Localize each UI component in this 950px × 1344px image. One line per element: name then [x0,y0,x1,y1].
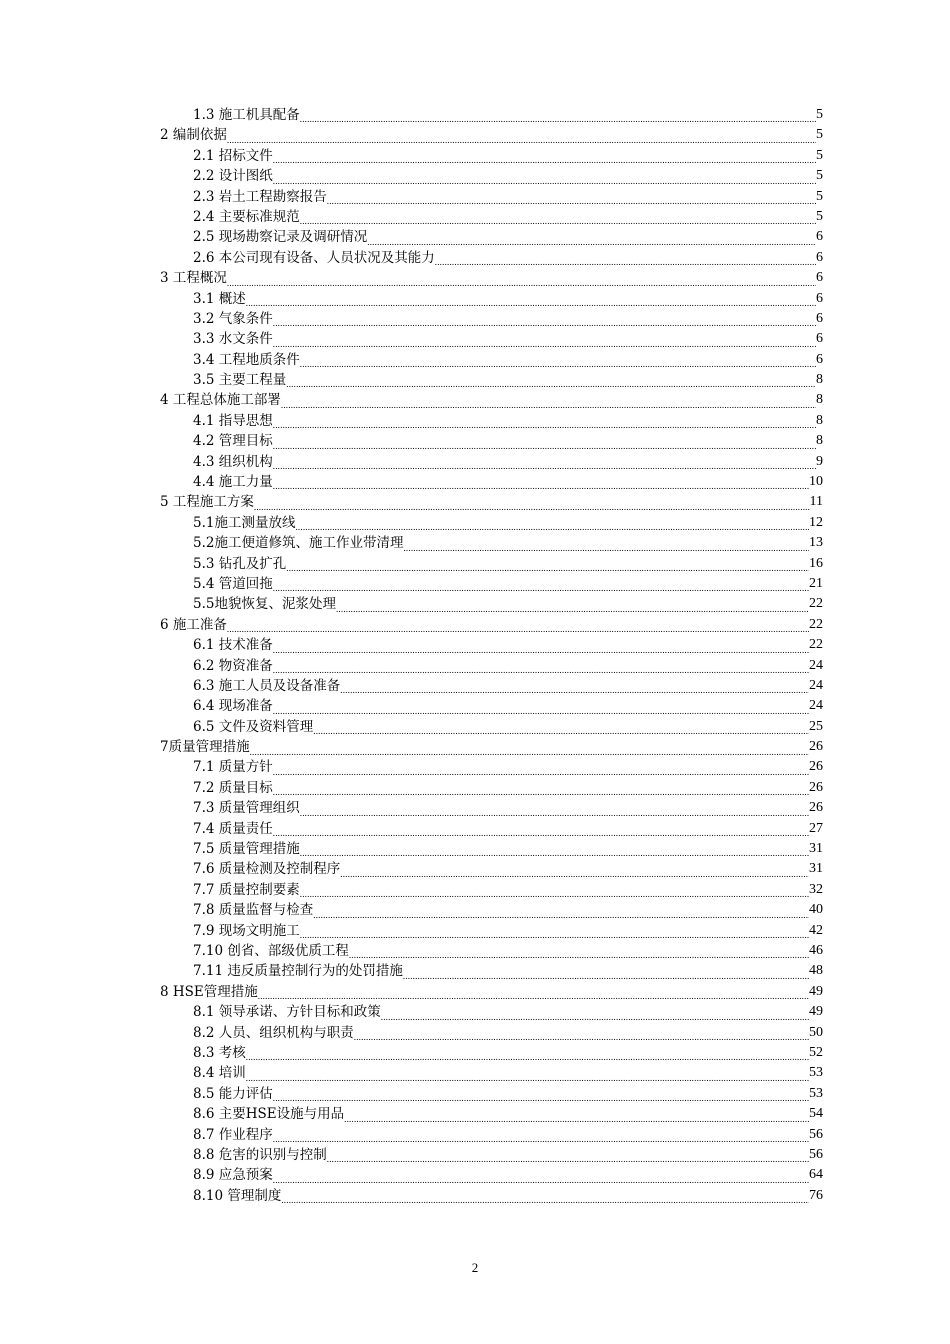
toc-entry-title: 6.1 技术准备 [193,637,273,654]
toc-entry[interactable] [160,370,823,390]
toc-entry[interactable] [160,1104,823,1124]
toc-entry-page: 8 [816,412,823,428]
toc-dot-leader [340,859,809,879]
toc-entry-title: 3.4 工程地质条件 [193,351,300,368]
toc-entry[interactable] [160,594,823,614]
toc-entry[interactable] [160,452,823,472]
toc-entry[interactable] [160,1043,823,1063]
toc-entry-title: 7.4 质量责任 [193,820,273,837]
toc-entry[interactable] [160,941,823,961]
toc-entry-title: 1.3 施工机具配备 [193,106,300,123]
toc-entry-title: 8.3 考核 [193,1044,246,1061]
toc-entry-page: 56 [809,1126,823,1142]
toc-entry-title: 2.6 本公司现有设备、人员状况及其能力 [193,249,435,266]
toc-entry-page: 25 [809,718,823,734]
toc-dot-leader [273,309,816,329]
toc-entry-page: 22 [809,637,823,653]
toc-entry-page: 6 [816,310,823,326]
toc-entry-title: 7.2 质量目标 [193,779,273,796]
toc-entry[interactable] [160,615,823,635]
toc-entry-page: 5 [816,168,823,184]
toc-dot-leader [327,1145,809,1165]
toc-entry-title: 7.9 现场文明施工 [193,922,300,939]
toc-entry-title: 5.5地貌恢复、泥浆处理 [193,596,336,613]
toc-entry-title: 5.3 钻孔及扩孔 [193,555,287,572]
toc-entry[interactable] [160,1002,823,1022]
toc-entry[interactable] [160,676,823,696]
toc-entry-title: 8.6 主要HSE设施与用品 [193,1106,345,1123]
toc-entry-page: 48 [809,963,823,979]
toc-dot-leader [273,1084,809,1104]
toc-dot-leader [254,492,810,512]
toc-entry-title: 5 工程施工方案 [160,494,254,511]
toc-entry[interactable] [160,268,823,288]
toc-entry[interactable] [160,187,823,207]
toc-dot-leader [273,1165,809,1185]
toc-entry-page: 26 [809,779,823,795]
toc-dot-leader [227,125,816,145]
toc-dot-leader [403,533,809,553]
toc-entry-title: 2.3 岩土工程勘察报告 [193,188,327,205]
toc-entry-title: 7.6 质量检测及控制程序 [193,861,341,878]
toc-entry-page: 53 [809,1085,823,1101]
toc-entry-page: 27 [809,820,823,836]
toc-dot-leader [273,472,809,492]
toc-dot-leader [344,1104,809,1124]
toc-entry-page: 8 [816,433,823,449]
toc-entry-page: 49 [809,1004,823,1020]
toc-entry-page: 6 [816,229,823,245]
toc-entry[interactable] [160,839,823,859]
toc-entry[interactable] [160,1165,823,1185]
toc-entry-page: 21 [809,575,823,591]
toc-dot-leader [300,839,809,859]
toc-dot-leader [354,1023,809,1043]
toc-entry-title: 8.2 人员、组织机构与职责 [193,1024,354,1041]
toc-entry[interactable] [160,472,823,492]
toc-entry[interactable] [160,207,823,227]
toc-entry[interactable] [160,819,823,839]
toc-dot-leader [300,207,816,227]
toc-dot-leader [281,390,816,410]
toc-entry-title: 3.1 概述 [193,290,246,307]
toc-entry-title: 6.5 文件及资料管理 [193,718,314,735]
toc-entry[interactable] [160,492,823,512]
toc-entry-title: 2.2 设计图纸 [193,168,273,185]
toc-dot-leader [246,289,816,309]
toc-entry-title: 4.2 管理目标 [193,433,273,450]
toc-entry[interactable] [160,146,823,166]
toc-entry-title: 2 编制依据 [160,127,227,144]
toc-entry-title: 8.7 作业程序 [193,1126,273,1143]
toc-dot-leader [273,696,809,716]
toc-entry[interactable] [160,880,823,900]
toc-entry-page: 50 [809,1024,823,1040]
toc-dot-leader [313,900,809,920]
toc-entry-page: 22 [809,616,823,632]
toc-entry-page: 13 [809,535,823,551]
toc-entry-page: 76 [809,1187,823,1203]
toc-entry-page: 16 [809,555,823,571]
toc-entry-page: 11 [809,494,823,510]
toc-dot-leader [273,166,816,186]
toc-entry-page: 6 [816,249,823,265]
toc-dot-leader [273,431,816,451]
toc-dot-leader [340,676,809,696]
toc-dot-leader [281,1186,809,1206]
toc-dot-leader [227,268,816,288]
toc-entry[interactable] [160,921,823,941]
toc-entry-page: 5 [816,188,823,204]
page-number: 2 [471,1260,479,1275]
toc-entry-page: 24 [809,698,823,714]
toc-entry[interactable] [160,635,823,655]
toc-dot-leader [435,248,816,268]
toc-dot-leader [403,961,809,981]
toc-entry-title: 2.5 现场勘察记录及调研情况 [193,229,368,246]
toc-dot-leader [273,411,816,431]
toc-entry[interactable] [160,227,823,247]
toc-entry[interactable] [160,1023,823,1043]
toc-entry-title: 4.3 组织机构 [193,453,273,470]
toc-entry[interactable] [160,248,823,268]
toc-entry-title: 6.3 施工人员及设备准备 [193,677,341,694]
toc-entry-page: 9 [816,453,823,469]
toc-entry-title: 6.2 物资准备 [193,657,273,674]
toc-entry-page: 42 [809,922,823,938]
toc-entry-page: 10 [809,474,823,490]
toc-entry-title: 8.10 管理制度 [193,1187,282,1204]
toc-entry-title: 4 工程总体施工部署 [160,392,281,409]
toc-entry-title: 5.2施工便道修筑、施工作业带清理 [193,535,404,552]
toc-entry[interactable] [160,105,823,125]
toc-entry-page: 6 [816,270,823,286]
toc-entry[interactable] [160,1145,823,1165]
toc-entry[interactable] [160,533,823,553]
toc-dot-leader [273,778,809,798]
toc-entry-title: 3.3 水文条件 [193,331,273,348]
toc-entry[interactable] [160,696,823,716]
toc-entry-page: 46 [809,943,823,958]
toc-dot-leader [273,146,816,166]
toc-entry-title: 8.1 领导承诺、方针目标和政策 [193,1004,381,1021]
toc-dot-leader [273,819,809,839]
toc-dot-leader [246,1063,809,1083]
toc-dot-leader [273,452,816,472]
toc-dot-leader [250,737,809,757]
toc-entry-page: 5 [816,208,823,224]
toc-dot-leader [286,554,809,574]
toc-dot-leader [295,513,809,533]
toc-entry-title: 8.4 培训 [193,1065,246,1082]
toc-entry-title: 7.11 违反质量控制行为的处罚措施 [193,963,403,980]
toc-entry[interactable] [160,758,823,778]
toc-dot-leader [246,1043,809,1063]
toc-entry[interactable] [160,554,823,574]
toc-entry-page: 26 [809,739,823,755]
toc-entry-page: 6 [816,351,823,367]
toc-entry[interactable] [160,859,823,879]
toc-dot-leader [273,1125,809,1145]
toc-dot-leader [367,227,816,247]
toc-entry-page: 53 [809,1065,823,1081]
toc-entry-title: 7.1 质量方针 [193,759,273,776]
toc-entry[interactable] [160,1063,823,1083]
toc-entry[interactable] [160,1186,823,1206]
toc-dot-leader [273,656,809,676]
toc-entry-page: 26 [809,800,823,816]
toc-entry[interactable] [160,961,823,981]
toc-entry-title: 8.9 应急预案 [193,1167,273,1184]
toc-entry-title: 3 工程概况 [160,270,227,287]
toc-entry-title: 5.1施工测量放线 [193,514,296,531]
toc-entry[interactable] [160,309,823,329]
toc-entry-page: 8 [816,392,823,408]
toc-dot-leader [273,574,809,594]
toc-entry[interactable] [160,1084,823,1104]
toc-entry-title: 6.4 现场准备 [193,698,273,715]
toc-entry-page: 5 [816,147,823,163]
toc-dot-leader [336,594,809,614]
toc-dot-leader [300,921,809,941]
toc-entry[interactable] [160,778,823,798]
toc-dot-leader [300,105,816,125]
toc-entry-page: 40 [809,902,823,918]
toc-entry-page: 5 [816,127,823,143]
toc-entry-page: 5 [816,106,823,122]
toc-entry-title: 7.8 质量监督与检查 [193,902,314,919]
toc-entry[interactable] [160,329,823,349]
toc-entry[interactable] [160,982,823,1002]
toc-dot-leader [381,1002,809,1022]
table-of-contents [160,105,823,1206]
toc-entry-title: 2.1 招标文件 [193,147,273,164]
toc-dot-leader [313,717,809,737]
toc-entry-page: 56 [809,1146,823,1162]
toc-dot-leader [300,350,816,370]
toc-entry[interactable] [160,390,823,410]
toc-dot-leader [227,615,809,635]
toc-entry-page: 22 [809,596,823,612]
toc-entry-title: 7.7 质量控制要素 [193,881,300,898]
toc-entry-title: 8.8 危害的识别与控制 [193,1146,327,1163]
toc-entry-page: 64 [809,1167,823,1183]
toc-entry[interactable] [160,289,823,309]
toc-dot-leader [258,982,809,1002]
toc-entry[interactable] [160,431,823,451]
toc-entry-title: 7.5 质量管理措施 [193,841,300,858]
toc-entry[interactable] [160,125,823,145]
toc-entry[interactable] [160,1125,823,1145]
toc-entry[interactable] [160,717,823,737]
toc-entry-page: 52 [809,1044,823,1060]
toc-entry-page: 24 [809,677,823,693]
toc-entry-page: 6 [816,290,823,306]
toc-dot-leader [273,758,809,778]
toc-entry-page: 54 [809,1106,823,1122]
toc-entry-page: 8 [816,372,823,388]
toc-entry-title: 8.5 能力评估 [193,1085,273,1102]
toc-entry[interactable] [160,737,823,757]
toc-entry-page: 6 [816,331,823,347]
toc-entry-page: 49 [809,983,823,999]
toc-dot-leader [349,941,809,961]
toc-entry[interactable] [160,900,823,920]
toc-dot-leader [273,329,816,349]
toc-entry-page: 31 [809,861,823,877]
toc-entry[interactable] [160,574,823,594]
toc-entry-page: 26 [809,759,823,775]
toc-dot-leader [327,187,816,207]
toc-entry-title: 4.4 施工力量 [193,474,273,491]
toc-entry-title: 6 施工准备 [160,616,227,633]
toc-dot-leader [300,880,809,900]
toc-dot-leader [286,370,816,390]
toc-entry-title: 7.3 质量管理组织 [193,800,300,817]
toc-entry[interactable] [160,166,823,186]
toc-entry-page: 12 [809,514,823,530]
toc-entry-title: 5.4 管道回拖 [193,575,273,592]
toc-entry[interactable] [160,411,823,431]
toc-entry-title: 7质量管理措施 [160,739,250,756]
toc-entry[interactable] [160,798,823,818]
toc-entry-title: 4.1 指导思想 [193,412,273,429]
toc-entry-title: 3.5 主要工程量 [193,372,287,389]
toc-entry-page: 32 [809,881,823,897]
toc-entry[interactable] [160,513,823,533]
toc-entry-title: 3.2 气象条件 [193,310,273,327]
toc-entry-title: 2.4 主要标准规范 [193,208,300,225]
toc-entry[interactable] [160,350,823,370]
toc-entry-title: 8 HSE管理措施 [160,983,258,1000]
toc-entry[interactable] [160,656,823,676]
toc-entry-title: 7.10 创省、部级优质工程 [193,943,349,959]
toc-entry-page: 24 [809,657,823,673]
toc-dot-leader [273,635,809,655]
toc-dot-leader [300,798,809,818]
toc-entry-page: 31 [809,841,823,857]
